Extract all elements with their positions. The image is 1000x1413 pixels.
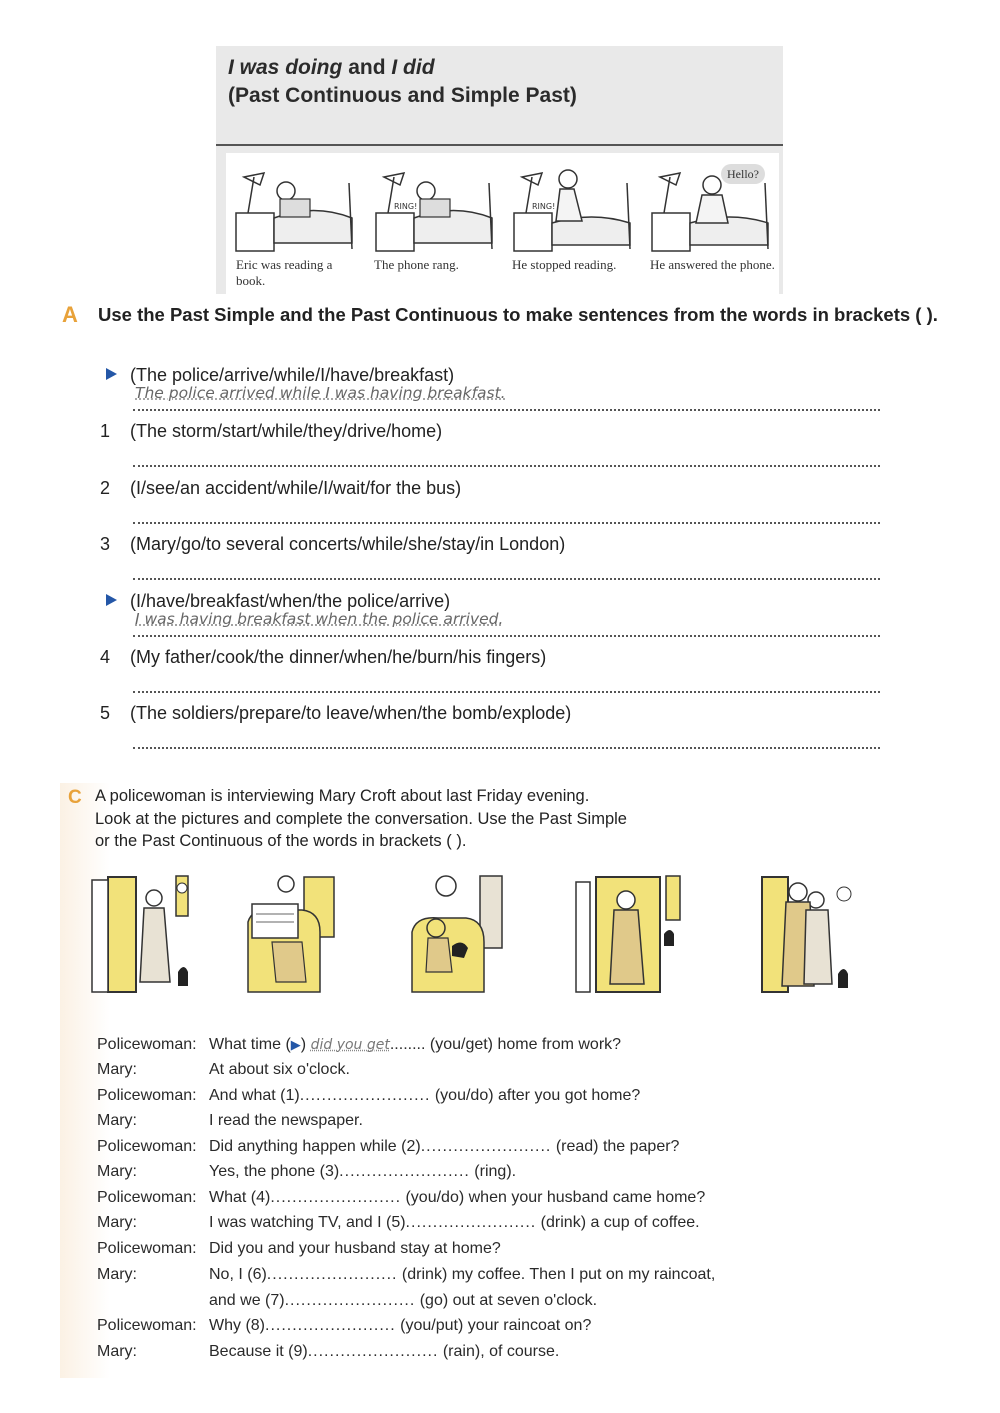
svg-text:RING!: RING! <box>394 202 418 211</box>
dialogue-text: What (4)........................ (you/do) when your husband came home? <box>209 1189 706 1206</box>
exercise-4 <box>100 647 880 703</box>
exercise-example-2 <box>100 591 880 647</box>
exercise-prompt: (The police/arrive/while/I/have/breakfast) <box>130 365 455 385</box>
dialogue-line-5 <box>97 1214 877 1238</box>
speaker-label: Policewoman: <box>97 1138 197 1155</box>
speaker-label: Mary: <box>97 1163 137 1180</box>
play-arrow-icon: ▶ <box>290 1037 301 1052</box>
exercise-5 <box>100 703 880 759</box>
dialogue-line-8 <box>97 1317 877 1341</box>
example-fill: did you get <box>310 1037 390 1053</box>
blank-6[interactable]: ........................ <box>266 1266 398 1283</box>
exercise-prompt: (The soldiers/prepare/to leave/when/the bomb/explode) <box>130 703 572 723</box>
header-divider <box>216 144 783 146</box>
speaker-label: Policewoman: <box>97 1087 197 1104</box>
dialogue-text: And what (1)........................ (you/do) after you got home? <box>209 1087 641 1104</box>
dialogue-text: Yes, the phone (3)........................ (ring). <box>209 1163 517 1180</box>
blank-4[interactable]: ........................ <box>270 1189 402 1206</box>
section-c-instruction-line-3: or the Past Continuous of the words in brackets ( ). <box>95 832 467 850</box>
dialogue-text: and we (7)........................ (go) out at seven o'clock. <box>209 1292 598 1309</box>
blank-9[interactable]: ........................ <box>307 1343 439 1360</box>
dialogue-line-3 <box>97 1163 877 1187</box>
exercise-prompt: (Mary/go/to several concerts/while/she/stay/in London) <box>130 534 566 554</box>
dialogue-text: I was watching TV, and I (5)........................ (drink) a cup of coffee. <box>209 1214 700 1231</box>
section-a-letter: A <box>62 302 78 327</box>
dialogue-line-9 <box>97 1343 877 1367</box>
dialogue-text: What time (▶) did you get........ (you/get) home from work? <box>209 1036 622 1053</box>
dialogue-text: Did anything happen while (2)........................ (read) the paper? <box>209 1138 680 1155</box>
page-title: I was doing and I did <box>228 56 435 79</box>
faded-background-text <box>686 60 692 83</box>
header-picture-strip <box>226 153 779 294</box>
speaker-label: Mary: <box>97 1061 137 1078</box>
speaker-label: Policewoman: <box>97 1036 197 1053</box>
play-arrow-icon <box>106 368 117 380</box>
dialogue-line <box>97 1112 877 1136</box>
dialogue-line-example <box>97 1036 877 1060</box>
mary-putting-on-raincoat-illustration <box>572 872 684 997</box>
exercise-example-1 <box>100 365 880 421</box>
mary-arriving-home-illustration <box>88 872 200 997</box>
exercise-prompt: (The storm/start/while/they/drive/home) <box>130 421 443 441</box>
section-c-instruction-line-2: Look at the pictures and complete the conversation. Use the Past Simple <box>95 810 627 828</box>
mary-with-coffee-illustration <box>408 872 520 997</box>
speaker-label: Mary: <box>97 1214 137 1231</box>
exercise-prompt: (I/see/an accident/while/I/wait/for the bus) <box>130 478 462 498</box>
answer-line[interactable] <box>133 733 880 749</box>
dialogue-text: At about six o'clock. <box>209 1061 350 1078</box>
svg-text:RING!: RING! <box>532 202 556 211</box>
blank-8[interactable]: ........................ <box>265 1317 396 1334</box>
exercise-number: 1 <box>100 421 111 441</box>
hello-speech-bubble: Hello? <box>721 164 765 184</box>
eric-reading-illustration <box>234 163 356 255</box>
mary-reading-newspaper-illustration <box>242 872 354 997</box>
dialogue-line-2 <box>97 1138 877 1162</box>
section-a-instruction: Use the Past Simple and the Past Continuous to make sentences from the words in brackets ( ). <box>98 304 938 325</box>
grammar-header-box <box>216 46 783 294</box>
section-c-instruction-line-1: A policewoman is interviewing Mary Croft about last Friday evening. <box>95 787 590 805</box>
dialogue-text: Because it (9)........................ (rain), of course. <box>209 1343 560 1360</box>
speaker-label: Policewoman: <box>97 1240 197 1257</box>
dialogue-text: No, I (6)........................ (drink) my coffee. Then I put on my raincoat, <box>209 1266 716 1283</box>
answer-line[interactable] <box>133 564 880 580</box>
caption-4: He answered the phone. <box>650 257 775 272</box>
dialogue-line-4 <box>97 1189 877 1213</box>
dialogue-text: Did you and your husband stay at home? <box>209 1240 501 1257</box>
dialogue-line-1 <box>97 1087 877 1111</box>
caption-1: Eric was reading a book. <box>236 257 333 288</box>
stopped-reading-illustration <box>512 163 634 255</box>
exercise-number: 5 <box>100 703 111 723</box>
exercise-1 <box>100 421 880 477</box>
dialogue-line <box>97 1061 877 1085</box>
speaker-label: Mary: <box>97 1112 137 1129</box>
exercise-number: 2 <box>100 478 111 498</box>
dialogue-line-7 <box>97 1292 877 1316</box>
answer-line[interactable] <box>133 508 880 524</box>
page-subtitle: (Past Continuous and Simple Past) <box>228 84 577 107</box>
example-answer: The police arrived while I was having breakfast. <box>135 384 506 402</box>
speaker-label: Policewoman: <box>97 1189 197 1206</box>
blank-3[interactable]: ........................ <box>339 1163 470 1180</box>
dialogue-line-6 <box>97 1266 877 1290</box>
caption-3: He stopped reading. <box>512 257 617 272</box>
blank-5[interactable]: ........................ <box>405 1214 537 1231</box>
example-answer: I was having breakfast when the police arrived. <box>135 610 504 628</box>
dialogue-text: I read the newspaper. <box>209 1112 363 1129</box>
section-c-letter: C <box>68 787 82 808</box>
blank-2[interactable]: ........................ <box>420 1138 552 1155</box>
speaker-label: Mary: <box>97 1343 137 1360</box>
exercise-number: 4 <box>100 647 111 667</box>
blank-1[interactable]: ........................ <box>299 1087 431 1104</box>
phone-ringing-illustration <box>374 163 496 255</box>
blank-7[interactable]: ........................ <box>284 1292 416 1309</box>
exercise-number: 3 <box>100 534 111 554</box>
dialogue-text: Why (8)........................ (you/put) your raincoat on? <box>209 1317 592 1334</box>
dialogue-line <box>97 1240 877 1264</box>
answer-line[interactable] <box>133 677 880 693</box>
exercise-prompt: (I/have/breakfast/when/the police/arrive) <box>130 591 451 611</box>
exercise-3 <box>100 534 880 590</box>
caption-2: The phone rang. <box>374 257 459 272</box>
leaving-with-husband-illustration <box>744 872 856 997</box>
exercise-2 <box>100 478 880 534</box>
answer-line[interactable] <box>133 451 880 467</box>
exercise-prompt: (My father/cook/the dinner/when/he/burn/his fingers) <box>130 647 547 667</box>
speaker-label: Mary: <box>97 1266 137 1283</box>
speaker-label: Policewoman: <box>97 1317 197 1334</box>
play-arrow-icon <box>106 594 117 606</box>
